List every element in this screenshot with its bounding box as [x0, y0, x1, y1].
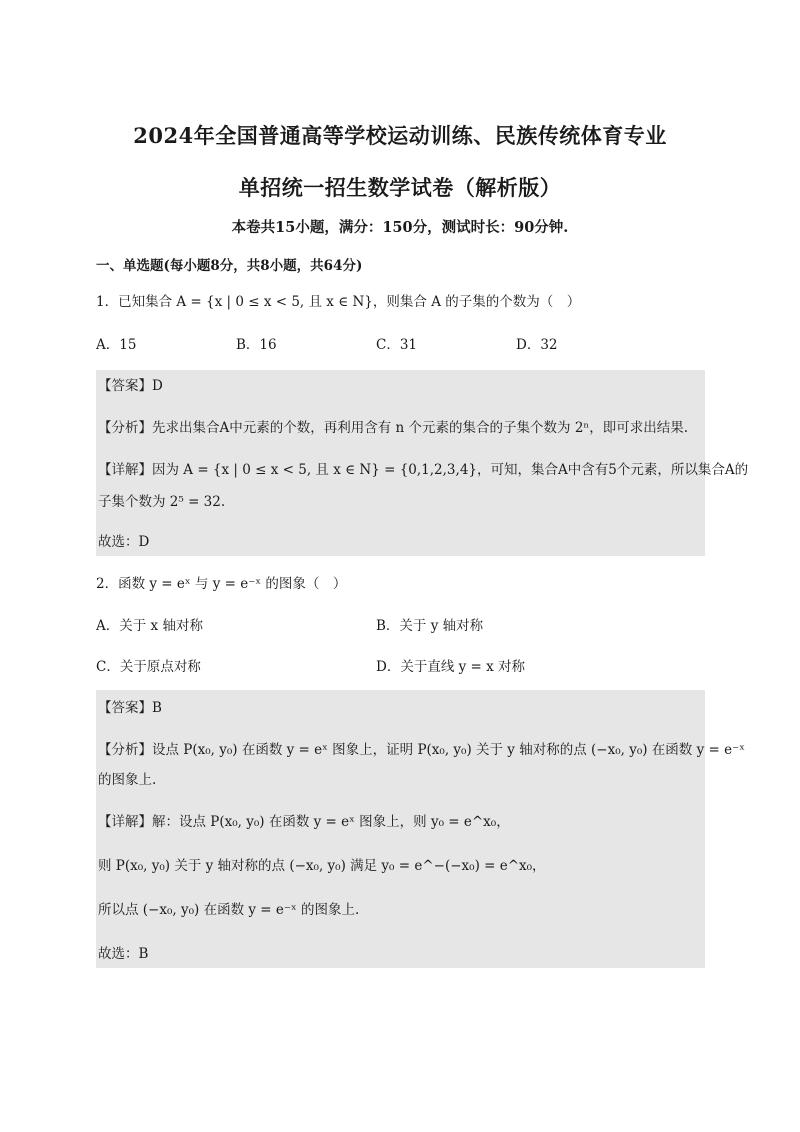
q2-detail-line3: 所以点 (−x₀, y₀) 在函数 y = e⁻ˣ 的图象上. — [98, 902, 360, 918]
q1-analysis: 【分析】先求出集合A中元素的个数，再利用含有 n 个元素的集合的子集个数为 2ⁿ，即可求出结果. — [98, 420, 689, 436]
q1-option-c: C．31 — [376, 337, 418, 353]
document-title-line2: 单招统一招生数学试卷（解析版） — [238, 175, 562, 200]
q2-option-c: C．关于原点对称 — [96, 659, 201, 675]
q2-analysis-line1: 【分析】设点 P(x₀, y₀) 在函数 y = eˣ 图象上，证明 P(x₀, y₀) 关于 y 轴对称的点 (−x₀, y₀) 在函数 y = e⁻ˣ — [98, 742, 745, 758]
q1-option-a: A．15 — [96, 337, 137, 353]
q2-option-b: B．关于 y 轴对称 — [376, 618, 484, 634]
q2-detail-line1: 【详解】解：设点 P(x₀, y₀) 在函数 y = eˣ 图象上，则 y₀ = e^x₀， — [98, 814, 510, 830]
q2-option-a: A．关于 x 轴对称 — [96, 618, 203, 634]
q1-choose: 故选：D — [98, 534, 150, 550]
q2-stem: 2．函数 y = eˣ 与 y = e⁻ˣ 的图象（ ） — [96, 576, 347, 592]
section-heading: 一、单选题(每小题8分，共8小题，共64分) — [96, 258, 363, 274]
q2-choose: 故选：B — [98, 946, 149, 962]
q2-option-d: D．关于直线 y = x 对称 — [376, 659, 526, 675]
document-title-line1: 2024年全国普通高等学校运动训练、民族传统体育专业 — [133, 123, 667, 148]
q1-detail-line2: 子集个数为 2⁵ = 32. — [98, 494, 226, 510]
q1-stem: 1．已知集合 A = {x | 0 ≤ x < 5, 且 x ∈ N}，则集合 A 的子集的个数为（ ） — [96, 294, 581, 310]
q1-answer: 【答案】D — [98, 378, 163, 394]
q2-analysis-line2: 的图象上. — [98, 772, 157, 788]
q2-detail-line2: 则 P(x₀, y₀) 关于 y 轴对称的点 (−x₀, y₀) 满足 y₀ = e^−(−x₀) = e^x₀， — [98, 858, 546, 874]
q1-option-b: B．16 — [236, 337, 277, 353]
q2-answer: 【答案】B — [98, 700, 162, 716]
q1-detail-line1: 【详解】因为 A = {x | 0 ≤ x < 5, 且 x ∈ N} = {0,1,2,3,4}，可知，集合A中含有5个元素，所以集合A的 — [98, 462, 749, 478]
exam-info: 本卷共15小题，满分：150分，测试时长：90分钟. — [231, 219, 569, 236]
q1-option-d: D．32 — [516, 337, 558, 353]
